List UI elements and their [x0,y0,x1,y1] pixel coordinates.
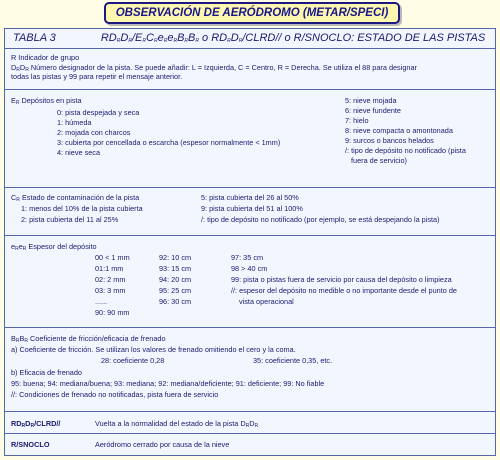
er-right-5: /: tipo de depósito no notificado (pista [345,146,466,155]
erer-section [5,236,495,328]
er-right-2: 7: hielo [345,116,369,125]
er-right-3: 8: nieve compacta o amontonada [345,126,453,135]
br-section [5,328,495,412]
cr-left-1: 2: pista cubierta del 11 al 25% [21,215,119,224]
erer-c1-0: 00 < 1 mm [95,253,130,262]
cr-right-0: 5: pista cubierta del 26 al 50% [201,193,299,202]
br-a: a) Coeficiente de fricción. Se utilizan los valores de frenado omitiendo el cero y la coma. [11,345,296,354]
er-right-1: 6: nieve fundente [345,106,401,115]
r-line2: todas las pistas y 99 para repetir el mensaje anterior. [11,72,183,81]
erer-c1-2: 02: 2 mm [95,275,126,284]
cr-left-0: 1: menos del 10% de la pista cubierta [21,204,143,213]
er-right-0: 5: nieve mojada [345,96,397,105]
snoclo-code: R/SNOCLO [11,440,50,449]
clrd-code: $RD_RD_R/CLRD//$ [11,419,61,429]
r-title: R Indicador de grupo [11,53,80,62]
br-title: $B_RB_R$ Coeficiente de fricción/eficacia de frenado [11,334,166,344]
erer-c2-4: 96: 30 cm [159,297,192,306]
table-header [5,29,495,49]
table-frame [4,28,496,456]
er-left-2: 2: mojada con charcos [57,128,131,137]
clrd-section [5,412,495,434]
er-left-1: 1: húmeda [57,118,92,127]
er-left-3: 3: cubierta por cencellada o escarcha (espesor normalmente < 1mm) [57,138,281,147]
cr-title: $C_R$ Estado de contaminación de la pista [11,193,140,203]
erer-c2-2: 94: 20 cm [159,275,192,284]
table-code-formula: $RD_RD_R/E_RC_Re_Re_RB_RB_R$ o $RD_RD_R/CLRD//$ o R/SNOCLO: ESTADO DE LAS PISTAS [100,32,486,44]
r-section [5,49,495,90]
erer-c3-4: vista operacional [239,297,294,306]
br-b: b) Eficacia de frenado [11,368,82,377]
r-line1: $D_RD_R$ Número designador de la pista. Se puede añadir: L = Izquierda, C = Centro, R = Derecha. Se utiliza el 88 para designar [11,63,417,73]
erer-c3-2: 99: pista o pistas fuera de servicio por causa del depósito o limpieza [231,275,452,284]
erer-c3-1: 98 > 40 cm [231,264,268,273]
br-b-line: 95: buena; 94: mediana/buena; 93: mediana; 92: mediana/deficiente; 91: deficiente; 99: No fiable [11,379,325,388]
er-right-6: fuera de servicio) [351,156,407,165]
erer-c1-5: 90: 90 mm [95,308,130,317]
er-right-4: 9: surcos o bancos helados [345,136,434,145]
cr-section [5,188,495,236]
erer-c1-3: 03: 3 mm [95,286,126,295]
erer-c2-1: 93: 15 cm [159,264,192,273]
cr-right-1: 9: pista cubierta del 51 al 100% [201,204,303,213]
erer-c3-0: 97: 35 cm [231,253,264,262]
er-left-4: 4: nieve seca [57,148,100,157]
erer-c1-1: 01:1 mm [95,264,124,273]
page-banner: OBSERVACIÓN DE AERÓDROMO (METAR/SPECI) [104,2,400,24]
table-number: TABLA 3 [13,32,56,44]
erer-title: $e_Re_R$ Espesor del depósito [11,242,97,252]
erer-c3-3: //: espesor del depósito no medible o no importante desde el punto de [231,286,457,295]
er-left-0: 0: pista despejada y seca [57,108,140,117]
br-b-note: //: Condiciones de frenado no notificadas, pista fuera de servicio [11,390,219,399]
er-section [5,90,495,188]
snoclo-text: Aeródromo cerrado por causa de la nieve [95,440,230,449]
clrd-text: Vuelta a la normalidad del estado de la pista $D_RD_R$ [95,419,259,429]
er-title: $E_R$ Depósitos en pista [11,96,82,106]
br-a-ex2: 35: coeficiente 0,35, etc. [253,356,333,365]
snoclo-section [5,434,495,455]
cr-right-2: /: tipo de depósito no notificado (por ejemplo, se está despejando la pista) [201,215,440,224]
erer-c1-4: ...... [95,297,108,306]
erer-c2-3: 95: 25 cm [159,286,192,295]
erer-c2-0: 92: 10 cm [159,253,192,262]
br-a-ex1: 28: coeficiente 0,28 [101,356,165,365]
